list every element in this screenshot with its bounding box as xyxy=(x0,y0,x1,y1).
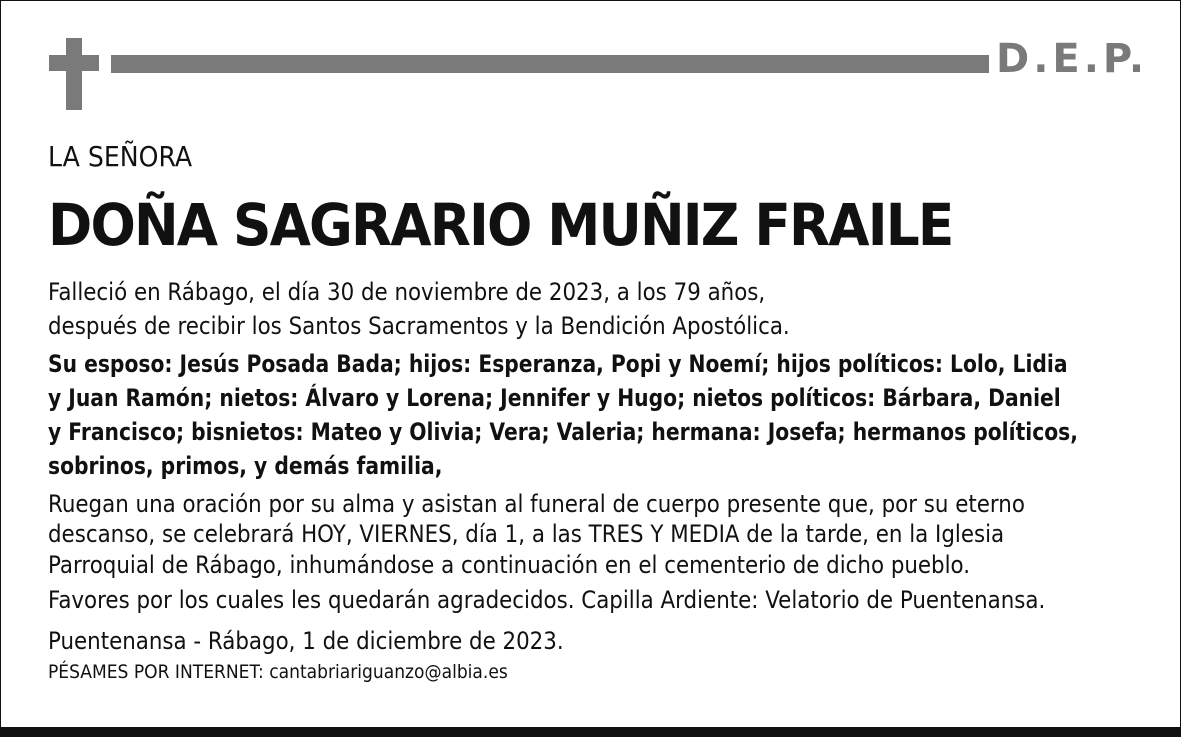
cross-icon xyxy=(49,38,99,110)
header-rule xyxy=(111,55,989,73)
funeral-line-3: Parroquial de Rábago, inhumándose a continuación en el cementerio de dicho pueblo. xyxy=(48,551,971,579)
dep-label: D.E.P. xyxy=(996,36,1149,82)
funeral-line-4: Favores por los cuales les quedarán agradecidos. Capilla Ardiente: Velatorio de Puentenansa. xyxy=(48,586,1046,614)
death-line-1: Falleció en Rábago, el día 30 de noviembre de 2023, a los 79 años, xyxy=(48,278,766,306)
funeral-line-2: descanso, se celebrará HOY, VIERNES, día 1, a las TRES Y MEDIA de la tarde, en la Iglesia xyxy=(48,520,1005,548)
funeral-line-1: Ruegan una oración por su alma y asistan al funeral de cuerpo presente que, por su eterno xyxy=(48,490,1025,518)
family-line-2: y Juan Ramón; nietos: Álvaro y Lorena; Jennifer y Hugo; nietos políticos: Bárbara, Daniel xyxy=(48,384,1061,412)
place-date: Puentenansa - Rábago, 1 de diciembre de 2023. xyxy=(48,627,564,655)
condolences-line: PÉSAMES POR INTERNET: cantabriariguanzo@albia.es xyxy=(48,661,508,683)
family-line-3: y Francisco; bisnietos: Mateo y Olivia; Vera; Valeria; hermana: Josefa; hermanos políticos, xyxy=(48,418,1078,446)
death-line-2: después de recibir los Santos Sacramentos y la Bendición Apostólica. xyxy=(48,312,790,340)
family-line-4: sobrinos, primos, y demás familia, xyxy=(48,452,443,480)
deceased-name: DOÑA SAGRARIO MUÑIZ FRAILE xyxy=(48,191,953,259)
bottom-rule xyxy=(0,727,1181,737)
deceased-title: LA SEÑORA xyxy=(48,140,193,173)
family-line-1: Su esposo: Jesús Posada Bada; hijos: Esperanza, Popi y Noemí; hijos políticos: Lolo, Lidia xyxy=(48,350,1068,378)
